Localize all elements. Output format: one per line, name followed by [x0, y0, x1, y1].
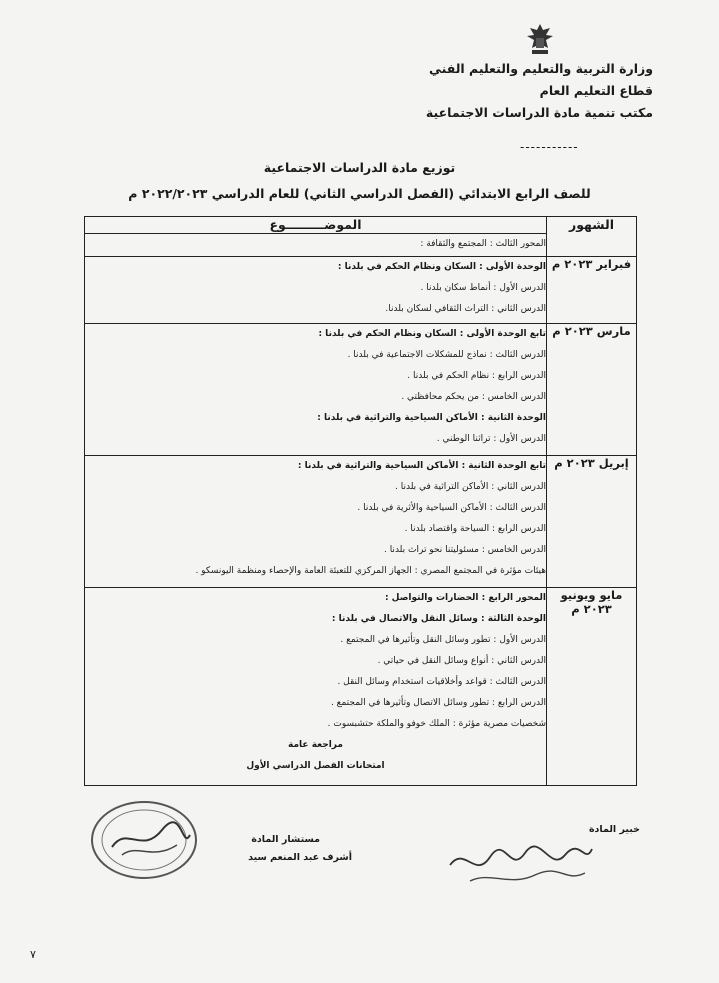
lesson-line: الدرس الثاني : التراث الثقافي لسكان بلدنا. — [385, 303, 546, 314]
topic-cell — [85, 234, 547, 257]
unit-line: الوحدة الثالثة : وسائل النقل والاتصال في بلدنا : — [331, 614, 546, 625]
month-column-header: الشهور — [547, 217, 637, 257]
unit-line: الوحدة الثانية : الأماكن السياحية والتراثية في بلدنا : — [317, 412, 546, 423]
lesson-line: الدرس الثالث : الأماكن السياحية والأثرية في بلدنا . — [357, 502, 546, 513]
axis-line: المحور الثالث : المجتمع والثقافة : — [420, 239, 546, 249]
unit-line: الوحدة الأولى : السكان ونظام الحكم في بلدنا : — [337, 261, 546, 272]
month-cell: إبريل ٢٠٢٣ م — [547, 455, 637, 587]
exams-line: امتحانات الفصل الدراسي الأول — [246, 761, 385, 772]
lesson-line: الدرس الثاني : الأماكن التراثية في بلدنا . — [395, 481, 546, 492]
table-header-row — [85, 217, 637, 234]
unit-line: تابع الوحدة الثانية : الأماكن السياحية والتراثية في بلدنا : — [297, 460, 546, 471]
lesson-line: الدرس الثالث : قواعد وأخلاقيات استخدام وسائل النقل . — [337, 677, 546, 688]
document-title: توزيع مادة الدراسات الاجتماعية — [263, 160, 456, 175]
lesson-line: الدرس الرابع : تطور وسائل الاتصال وتأثيرها في المجتمع . — [330, 698, 546, 709]
lesson-line: هيئات مؤثرة في المجتمع المصري : الجهاز المركزي للتعبئة العامة والإحصاء ومنظمة اليونسكو . — [195, 565, 546, 576]
office-name: مكتب تنمية مادة الدراسات الاجتماعية — [425, 105, 653, 120]
lesson-line: الدرس الخامس : من يحكم محافظتي . — [401, 391, 546, 402]
ministry-name: وزارة التربية والتعليم والتعليم الفني — [428, 61, 653, 76]
lesson-line: الدرس الأول : تطور وسائل النقل وتأثيرها في المجتمع . — [340, 635, 546, 646]
topic-cell — [85, 323, 547, 455]
unit-line: تابع الوحدة الأولى : السكان ونظام الحكم في بلدنا : — [318, 328, 546, 339]
lesson-line: الدرس الأول : أنماط سكان بلدنا . — [420, 282, 546, 293]
advisor-stamp-icon — [82, 795, 202, 885]
document-subtitle: للصف الرابع الابتدائي (الفصل الدراسي الثاني) للعام الدراسي ٢٠٢٢/٢٠٢٣ م — [128, 186, 591, 201]
lesson-line: الدرس الثالث : نماذج للمشكلات الاجتماعية في بلدنا . — [347, 349, 546, 360]
table-row — [85, 588, 637, 786]
lesson-line: الدرس الثاني : أنواع وسائل النقل في حياتي . — [377, 656, 546, 667]
month-cell: مارس ٢٠٢٣ م — [547, 323, 637, 455]
table-row — [85, 256, 637, 323]
lesson-line: شخصيات مصرية مؤثرة : الملك خوفو والملكة حتشبسوت . — [327, 719, 546, 730]
axis-line: المحور الرابع : الحضارات والتواصل : — [384, 593, 546, 604]
lesson-line: الدرس الرابع : السياحة واقتصاد بلدنا . — [404, 523, 546, 534]
advisor-label: مستشار المادة — [251, 834, 320, 845]
month-cell: فبراير ٢٠٢٣ م — [547, 256, 637, 323]
month-cell: مايو ويونيو ٢٠٢٣ م — [547, 588, 637, 786]
eagle-emblem-icon — [520, 20, 560, 60]
table-row — [85, 323, 637, 455]
lesson-line: الدرس الرابع : نظام الحكم في بلدنا . — [407, 370, 546, 381]
page-number: ٧ — [30, 948, 36, 961]
issuer-header — [353, 58, 653, 124]
curriculum-table — [84, 216, 637, 786]
header-separator: ----------- — [520, 140, 579, 154]
topic-cell — [85, 455, 547, 587]
lesson-line: الدرس الخامس : مسئوليتنا نحو تراث بلدنا . — [383, 544, 546, 555]
advisor-name: أشرف عبد المنعم سيد — [248, 852, 352, 863]
expert-label: خبير المادة — [588, 824, 640, 835]
table-row — [85, 455, 637, 587]
review-line: مراجعة عامة — [288, 740, 343, 751]
topic-cell — [85, 588, 547, 786]
sector-name: قطاع التعليم العام — [539, 83, 653, 98]
topic-cell — [85, 256, 547, 323]
lesson-line: الدرس الأول : تراثنا الوطني . — [436, 433, 546, 444]
expert-signature-icon — [440, 835, 600, 890]
topic-column-header: الموضـــــــــوع — [85, 217, 547, 234]
